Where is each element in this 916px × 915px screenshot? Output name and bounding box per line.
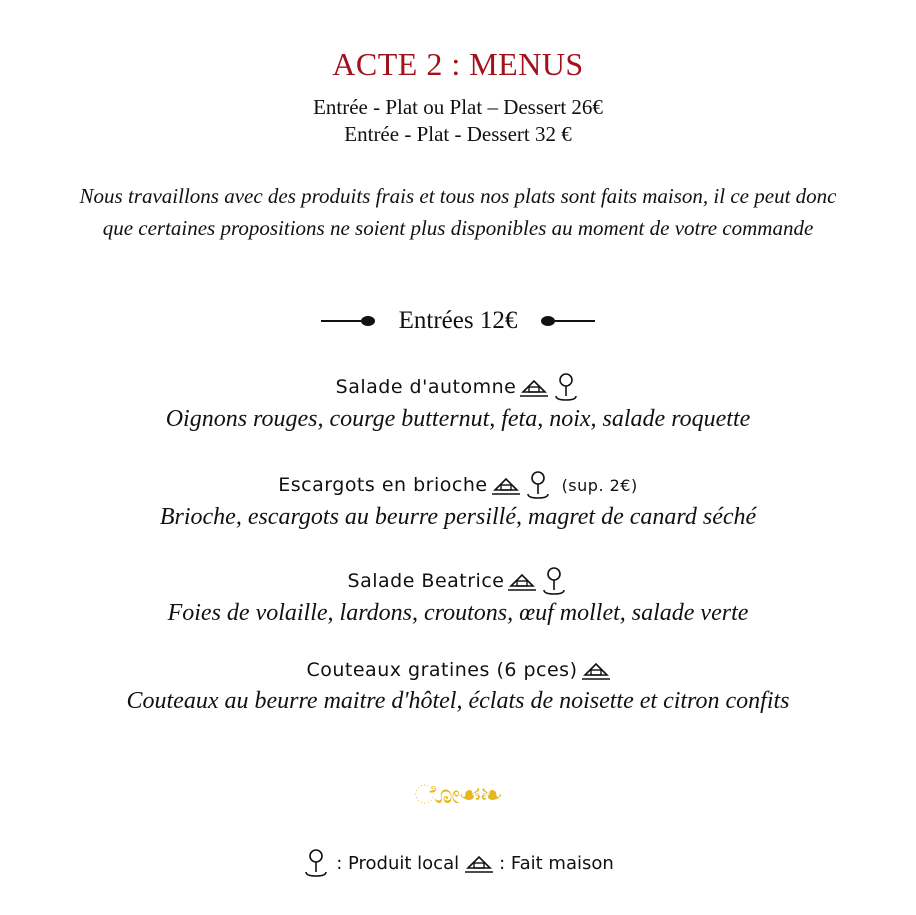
formula-line-1: Entrée - Plat ou Plat – Dessert 26€: [313, 95, 603, 119]
dish-name-3: [0, 566, 916, 596]
produit-local-icon: [302, 848, 330, 878]
dish-desc-3: Foies de volaille, lardons, croutons, œuf mollet, salade verte: [167, 600, 749, 626]
left-ornament-icon: [321, 314, 387, 328]
legend: [0, 848, 916, 878]
dish-name-1: [0, 372, 916, 402]
fait-maison-icon: [492, 470, 520, 500]
fait-maison-icon: [520, 372, 548, 402]
dish-title: Couteaux gratines (6 pces): [306, 659, 578, 681]
fait-maison-icon: [508, 566, 536, 596]
produit-local-icon: [552, 372, 580, 402]
dish-desc-2: Brioche, escargots au beurre persillé, magret de canard séché: [159, 504, 757, 530]
dish-desc-1: Oignons rouges, courge butternut, feta, noix, salade roquette: [165, 406, 751, 432]
produit-local-icon: [524, 470, 552, 500]
legend-homemade-label: : Fait maison: [499, 852, 614, 874]
page-title: ACTE 2 : MENUS: [332, 46, 584, 82]
dish-title: Salade Beatrice: [347, 570, 505, 592]
dish-title: Salade d'automne: [335, 376, 517, 398]
gold-flourish-icon: ೋ☙❧: [414, 780, 502, 809]
dish-title: Escargots en brioche: [278, 474, 488, 496]
fresh-products-note: Nous travaillons avec des produits frais et tous nos plats sont faits maison, il ce peut donc que certaines propositions ne soient plus disponibles au moment de votre commande: [79, 184, 837, 240]
dish-desc-4: Couteaux au beurre maitre d'hôtel, éclats de noisette et citron confits: [126, 688, 790, 714]
supplement-price: (sup. 2€): [561, 475, 638, 495]
section-title: Entrées 12€: [398, 307, 518, 334]
dish-name-4: [0, 655, 916, 685]
fait-maison-icon: [465, 848, 493, 878]
fait-maison-icon: [582, 655, 610, 685]
produit-local-icon: [540, 566, 568, 596]
section-header-entrees: [0, 307, 916, 335]
right-ornament-icon: [529, 314, 595, 328]
dish-name-2: [0, 470, 916, 500]
legend-local-label: : Produit local: [336, 852, 460, 874]
formula-line-2: Entrée - Plat - Dessert 32 €: [344, 122, 572, 146]
